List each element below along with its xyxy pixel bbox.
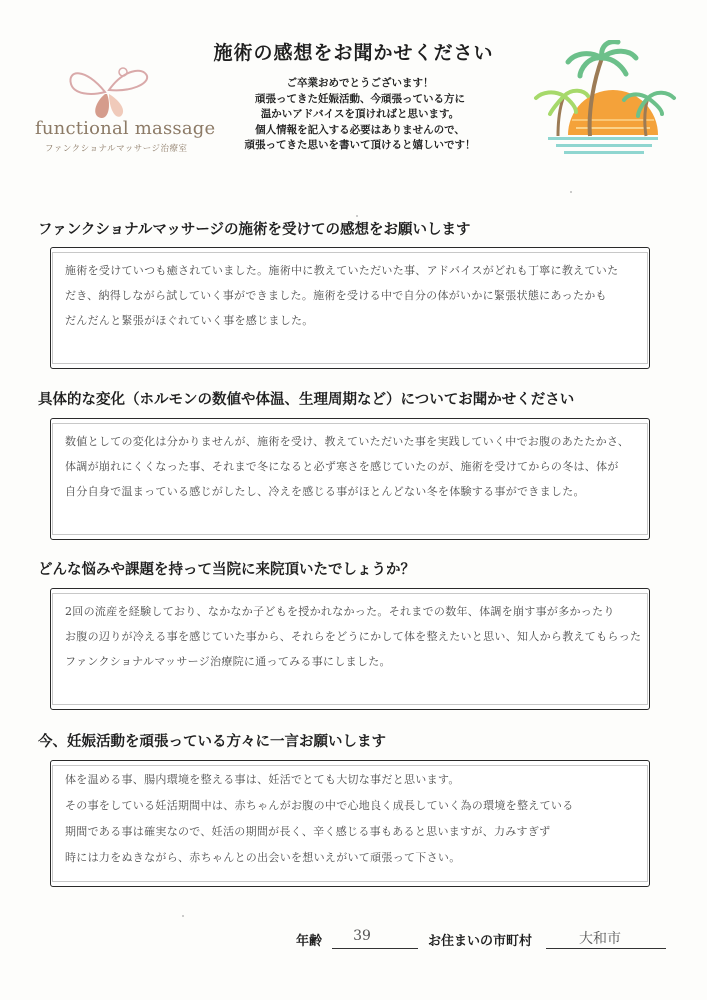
intro-line: 頑張ってきた妊娠活動、今頑張っている方に [255,92,465,105]
answer-box-4 [50,760,650,887]
answer-line: 期間である事は確実なので、妊活の期間が長く、辛く感じる事もあると思いますが、力みすぎず [65,825,551,838]
palm-sunset-illustration [528,40,678,158]
question-1: ファンクショナルマッサージの施術を受けての感想をお願いします [38,222,471,238]
scan-speck [356,215,358,217]
age-label: 年齢 [296,934,323,949]
intro-line: 個人情報を記入する必要はありませんので、 [255,123,465,136]
intro-line: 温かいアドバイスを頂ければと思います。 [260,108,460,120]
answer-line: だき、納得しながら試していく事ができました。施術を受ける中で自分の体がいかに緊張状態にあったかも [65,289,607,302]
brand-name: functional massage [35,118,216,139]
answer-text-2 [65,429,641,504]
answer-box-3 [50,588,650,710]
brand-subtitle: ファンクショナルマッサージ治療室 [45,144,188,154]
intro-line: 頑張ってきた思いを書いて頂けると嬉しいです！ [244,139,476,151]
answer-text-1 [65,258,641,333]
answer-box-1 [50,247,650,369]
age-value: 39 [353,928,371,944]
intro-line: ご卒業おめでとうございます！ [286,77,434,89]
answer-line: 体を温める事、腸内環境を整える事は、妊活でとても大切な事だと思います。 [65,773,460,786]
answer-line: 自分自身で温まっている感じがしたし、冷えを感じる事がほとんどない冬を体験する事ができました。 [65,485,585,498]
answer-line: お腹の辺りが冷える事を感じていた事から、それらをどうにかして体を整えたいと思い、知人から教えてもらった [65,630,641,643]
question-3: どんな悩みや課題を持って当院に来院頂いたでしょうか？ [38,562,415,578]
scan-speck [182,915,184,917]
answer-box-2 [50,418,650,540]
question-4: 今、妊娠活動を頑張っている方々に一言お願いします [38,734,386,750]
answer-line: 数値としての変化は分かりませんが、施術を受け、教えていただいた事を実践していく中でお腹のあたたかさ、 [65,435,630,448]
answer-text-4 [65,767,641,871]
answer-line: 2回の流産を経験しており、なかなか子どもを授かれなかった。それまでの数年、体調を崩す事が多かったり [65,605,615,618]
form-title: 施術の感想をお聞かせください [213,42,494,64]
answer-line: 体調が崩れにくくなった事、それまで冬になると必ず寒さを感じていたのが、施術を受けてからの冬は、体が [65,460,619,473]
city-value: 大和市 [579,931,621,947]
question-2: 具体的な変化（ホルモンの数値や体温、生理周期など）についてお聞かせください [38,392,575,408]
answer-line: 時には力をぬきながら、赤ちゃんとの出会いを想いえがいて頑張って下さい。 [65,851,461,864]
intro-message [230,76,490,154]
answer-text-3 [65,599,641,674]
butterfly-logo-icon [65,62,155,122]
scan-speck [570,191,572,193]
answer-line: その事をしている妊活期間中は、赤ちゃんがお腹の中で心地良く成長していく為の環境を整えている [65,799,574,812]
city-label: お住まいの市町村 [428,934,533,949]
answer-line: だんだんと緊張がほぐれていく事を感じました。 [65,314,314,327]
answer-line: ファンクショナルマッサージ治療院に通ってみる事にしました。 [65,655,391,668]
answer-line: 施術を受けていつも癒されていました。施術中に教えていただいた事、アドバイスがどれも丁寧に教えていた [65,264,619,277]
